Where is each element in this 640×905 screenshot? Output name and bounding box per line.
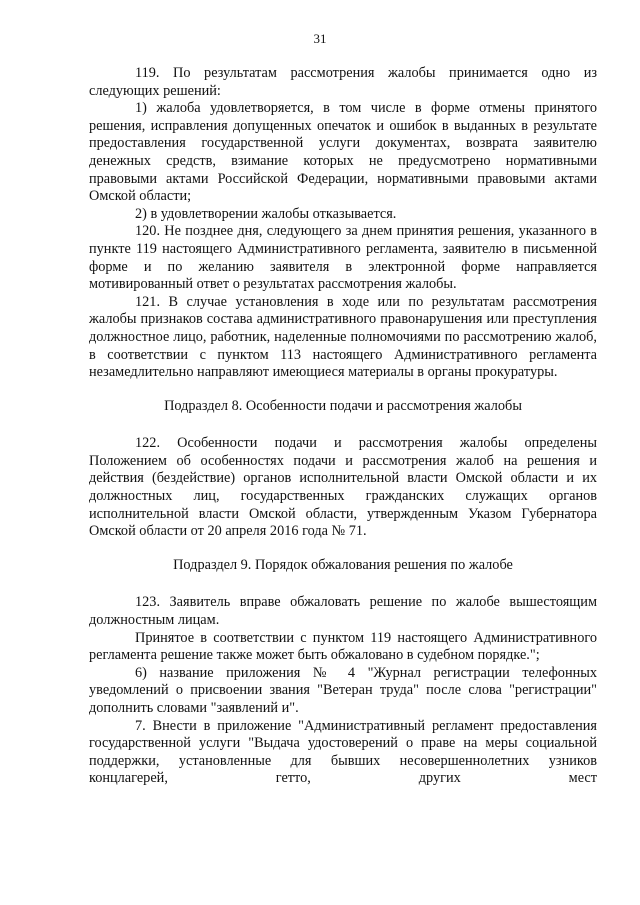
amendment-item-6: 6) название приложения № 4 "Журнал регистрации телефонных уведомлений о присвоении звания "Ветеран труда" после слова "регистрации" дополнить словами "заявлений и". [89, 664, 597, 716]
paragraph-123-continued: Принятое в соответствии с пунктом 119 настоящего Административного регламента решение также может быть обжаловано в судебном порядке."; [89, 629, 597, 664]
paragraph-119: 119. По результатам рассмотрения жалобы принимается одно из следующих решений: [89, 65, 597, 99]
subsection-9-heading: Подраздел 9. Порядок обжалования решения по жалобе [173, 556, 513, 573]
paragraph-123: 123. Заявитель вправе обжаловать решение по жалобе вышестоящим должностным лицам. [89, 594, 597, 629]
paragraph-122: 122. Особенности подачи и рассмотрения жалобы определены Положением об особенностях подачи и рассмотрения жалоб на решения и действия (бездействие) органов исполнительной власти Омской области и их должностных лиц, государственных гражданских служащих органов исполнительной власти Омской области, утвержденным Указом Губернатора Омской области от 20 апреля 2016 года № 71. [89, 435, 597, 540]
amendment-item-7: 7. Внести в приложение "Административный регламент предоставления государственной услуги "Выдача удостоверений о праве на меры социальной поддержки, установленные для бывших несовершеннолетних узников концлагерей, гетто, других мест [89, 717, 597, 787]
paragraph-119-item-1: 1) жалоба удовлетворяется, в том числе в форме отмены принятого решения, исправления допущенных опечаток и ошибок в выданных в результате предоставления государственной услуги документах, возврата заявителю денежных средств, взимание которых не предусмотрено нормативными правовыми актами Российской Федерации, нормативными правовыми актами Омской области; [89, 100, 597, 205]
paragraph-119-item-2: 2) в удовлетворении жалобы отказывается. [135, 205, 397, 222]
subsection-8-heading: Подраздел 8. Особенности подачи и рассмотрения жалобы [164, 397, 522, 414]
paragraph-121: 121. В случае установления в ходе или по результатам рассмотрения жалобы признаков состава административного правонарушения или преступления должностное лицо, работник, наделенные полномочиями по рассмотрению жалоб, в соответствии с пунктом 113 настоящего Административного регламента незамедлительно направляют имеющиеся материалы в органы прокуратуры. [89, 293, 597, 381]
page-number: 31 [313, 31, 327, 46]
document-body [89, 65, 597, 788]
paragraph-120: 120. Не позднее дня, следующего за днем принятия решения, указанного в пункте 119 настоящего Административного регламента, заявителю в письменной форме и по желанию заявителя в электронной форме направляется мотивированный ответ о результатах рассмотрения жалобы. [89, 223, 597, 293]
